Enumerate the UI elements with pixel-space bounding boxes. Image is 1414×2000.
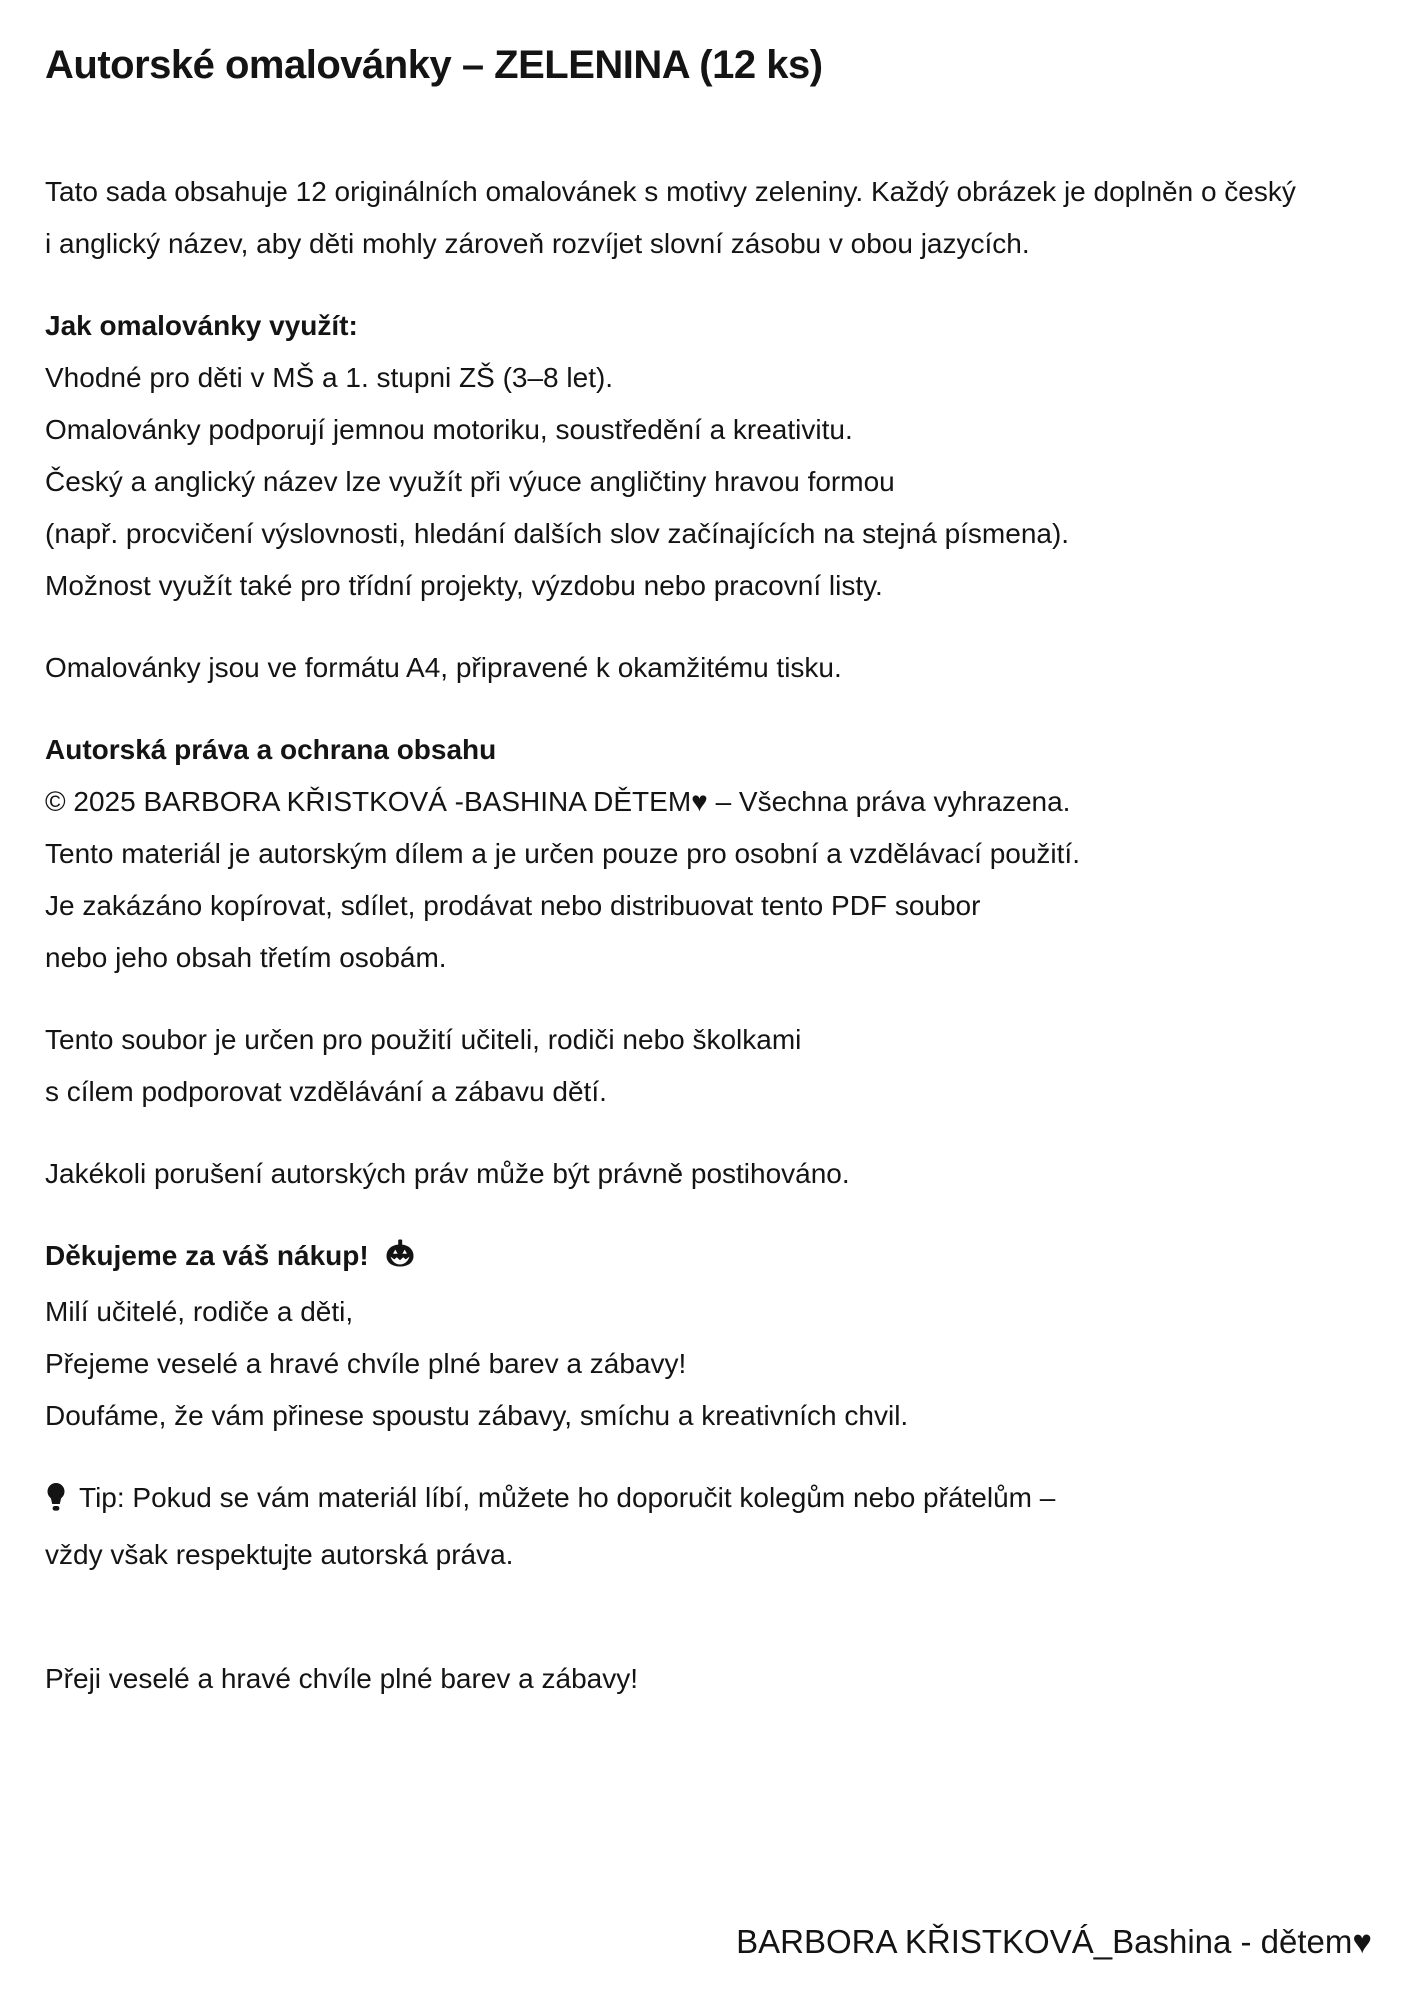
usage-line: Omalovánky podporují jemnou motoriku, soustředění a kreativitu. xyxy=(45,414,853,445)
thanks-heading-row xyxy=(45,1230,1369,1286)
legal-warning xyxy=(45,1148,1369,1200)
copyright-heading: Autorská práva a ochrana obsahu xyxy=(45,734,497,765)
usage-section xyxy=(45,300,1369,612)
purpose-line: s cílem podporovat vzdělávání a zábavu dětí. xyxy=(45,1076,607,1107)
usage-heading: Jak omalovánky využít: xyxy=(45,310,358,341)
thanks-line: Doufáme, že vám přinese spoustu zábavy, smíchu a kreativních chvil. xyxy=(45,1400,909,1431)
page-title: Autorské omalovánky – ZELENINA (12 ks) xyxy=(45,43,823,87)
legal-warning-line: Jakékoli porušení autorských práv může být právně postihováno. xyxy=(45,1158,850,1189)
thanks-heading: Děkujeme za váš nákup! xyxy=(45,1240,369,1271)
copyright-line: © 2025 BARBORA KŘISTKOVÁ -BASHINA DĚTEM♥ – Všechna práva vyhrazena. xyxy=(45,786,1071,817)
thanks-section xyxy=(45,1230,1369,1442)
tip-line: Tip: Pokud se vám materiál líbí, můžete ho doporučit kolegům nebo přátelům – xyxy=(79,1482,1056,1513)
usage-line: Možnost využít také pro třídní projekty, výzdobu nebo pracovní listy. xyxy=(45,570,883,601)
intro-line: i anglický název, aby děti mohly zároveň rozvíjet slovní zásobu v obou jazycích. xyxy=(45,228,1030,259)
purpose-line: Tento soubor je určen pro použití učiteli, rodiči nebo školkami xyxy=(45,1024,802,1055)
copyright-line: Tento materiál je autorským dílem a je určen pouze pro osobní a vzdělávací použití. xyxy=(45,838,1080,869)
tip-paragraph xyxy=(45,1472,1369,1581)
footer-author: BARBORA KŘISTKOVÁ_Bashina - dětem♥ xyxy=(736,1923,1372,1960)
thanks-line: Přejeme veselé a hravé chvíle plné barev a zábavy! xyxy=(45,1348,687,1379)
purpose-paragraph xyxy=(45,1014,1369,1118)
closing-paragraph xyxy=(45,1653,1369,1705)
intro-paragraph xyxy=(45,166,1369,270)
usage-line: Český a anglický název lze využít při výuce angličtiny hravou formou xyxy=(45,466,895,497)
usage-line: Vhodné pro děti v MŠ a 1. stupni ZŠ (3–8 let). xyxy=(45,362,614,393)
copyright-section xyxy=(45,724,1369,984)
copyright-line: Je zakázáno kopírovat, sdílet, prodávat nebo distribuovat tento PDF soubor xyxy=(45,890,981,921)
intro-line: Tato sada obsahuje 12 originálních omalovánek s motivy zeleniny. Každý obrázek je doplněn o český xyxy=(45,176,1296,207)
jack-o-lantern-icon xyxy=(384,1234,416,1286)
usage-line: (např. procvičení výslovnosti, hledání dalších slov začínajících na stejná písmena). xyxy=(45,518,1070,549)
tip-line-row xyxy=(45,1472,1369,1529)
format-note-line: Omalovánky jsou ve formátu A4, připravené k okamžitému tisku. xyxy=(45,652,842,683)
format-note xyxy=(45,642,1369,694)
thanks-line: Milí učitelé, rodiče a děti, xyxy=(45,1296,354,1327)
lightbulb-icon xyxy=(45,1477,67,1529)
closing-line: Přeji veselé a hravé chvíle plné barev a zábavy! xyxy=(45,1663,638,1694)
tip-line: vždy však respektujte autorská práva. xyxy=(45,1539,514,1570)
copyright-line: nebo jeho obsah třetím osobám. xyxy=(45,942,447,973)
